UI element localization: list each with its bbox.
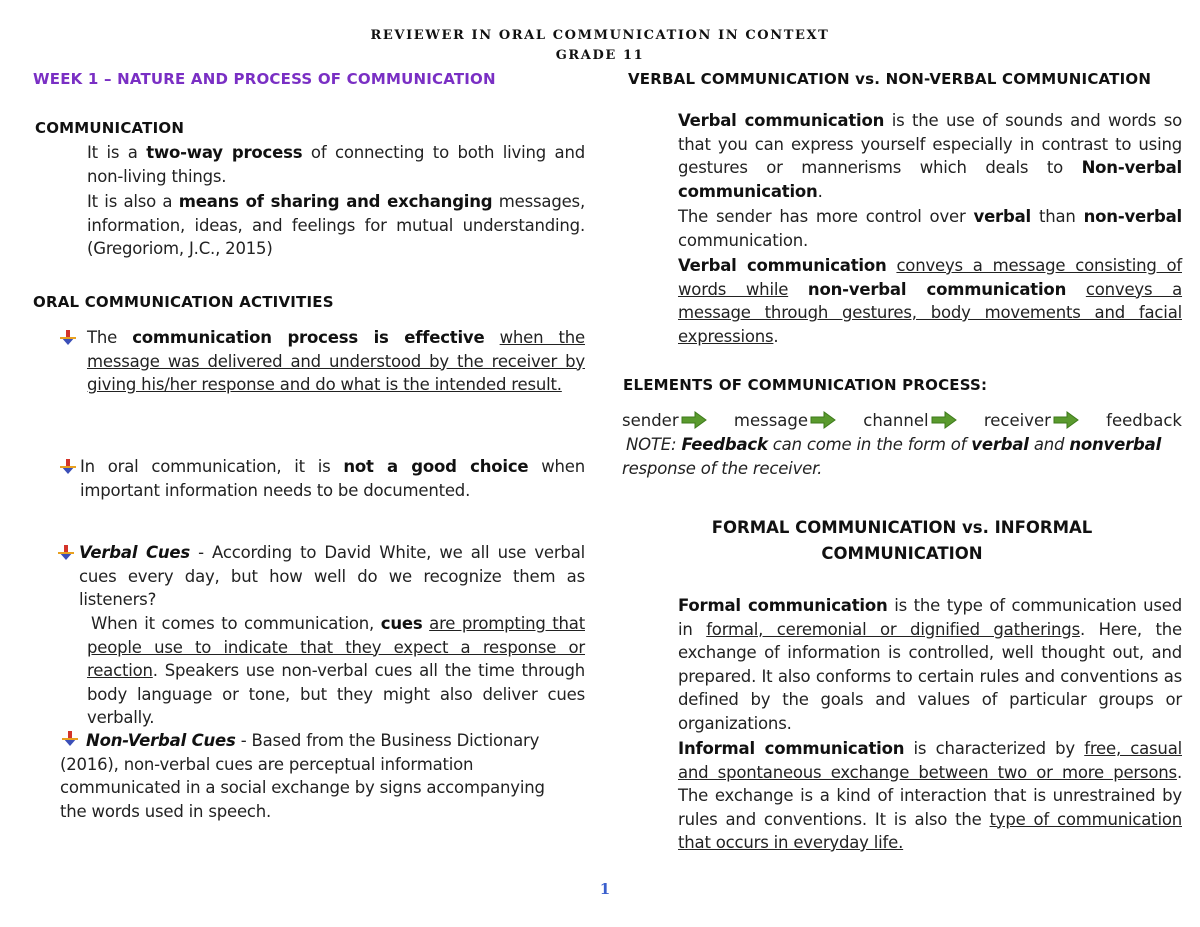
communication-paragraph-2: It is also a means of sharing and exchanging messages, information, ideas, and feelings for mutual understanding. (Gregoriom, J.C., 2015)	[87, 192, 585, 258]
verbal-cues-paragraph-2: When it comes to communication, cues are prompting that people use to indicate that they expect a response or reaction. Speakers use non-verbal cues all the time through body language or tone, but they might also deliver cues verbally.	[87, 614, 585, 727]
right-arrow-icon	[1053, 411, 1079, 429]
informal-paragraph: Informal communication is characterized by free, casual and spontaneous exchange between two or more persons. The exchange is a kind of interaction that is unrestrained by rules and conventions. It is also the type of communication that occurs in everyday life.	[678, 739, 1182, 852]
verbal-paragraph-2: The sender has more control over verbal than non-verbal communication.	[678, 207, 1182, 250]
arrow-bullet-icon	[60, 330, 76, 346]
page-number: 1	[599, 880, 611, 898]
element-feedback: feedback	[1106, 410, 1182, 430]
right-arrow-icon	[931, 411, 957, 429]
document-title: REVIEWER IN ORAL COMMUNICATION IN CONTEXT	[370, 28, 830, 43]
activity-bullet-2: In oral communication, it is not a good choice when important information needs to be documented.	[80, 457, 585, 500]
activities-heading: ORAL COMMUNICATION ACTIVITIES	[33, 293, 334, 311]
right-arrow-icon	[681, 411, 707, 429]
right-arrow-icon	[810, 411, 836, 429]
element-channel: channel	[863, 410, 929, 430]
activity-bullet-1: The communication process is effective when the message was delivered and understood by the receiver by giving his/her response and do what is the intended result.	[87, 328, 585, 394]
grade-label: GRADE 11	[555, 48, 645, 63]
formal-vs-informal-heading: FORMAL COMMUNICATION vs. INFORMAL COMMUNICATION	[711, 518, 1093, 563]
element-sender: sender	[622, 410, 679, 430]
week-title: WEEK 1 – NATURE AND PROCESS OF COMMUNICATION	[33, 70, 496, 88]
arrow-bullet-icon	[60, 459, 76, 475]
verbal-paragraph-3: Verbal communication conveys a message consisting of words while non-verbal communication conveys a message through gestures, body movements and facial expressions.	[678, 256, 1183, 346]
element-receiver: receiver	[983, 410, 1051, 430]
verbal-cues-bullet: Verbal Cues - According to David White, we all use verbal cues every day, but how well do we recognize them as listeners?	[79, 543, 585, 609]
communication-paragraph-1: It is a two-way process of connecting to both living and non-living things.	[87, 143, 585, 186]
verbal-paragraph-1: Verbal communication is the use of sounds and words so that you can express yourself especially in contrast to using gestures or mannerisms which deals to Non-verbal communication.	[678, 111, 1183, 201]
element-message: message	[733, 410, 809, 430]
formal-paragraph: Formal communication is the type of communication used in formal, ceremonial or dignified gatherings. Here, the exchange of information is controlled, well thought out, and prepared. It also conforms to certain rules and conventions as defined by the goals and values of particular groups or organizations.	[678, 596, 1182, 733]
communication-heading: COMMUNICATION	[35, 119, 185, 137]
feedback-note: NOTE: Feedback can come in the form of verbal and nonverbal response of the receiver.	[622, 435, 1162, 478]
non-verbal-cues-bullet: Non-Verbal Cues - Based from the Business Dictionary (2016), non-verbal cues are perceptual information communicated in a social exchange by signs accompanying the words used in speech.	[60, 731, 545, 821]
elements-heading: ELEMENTS OF COMMUNICATION PROCESS:	[623, 376, 988, 394]
verbal-vs-nonverbal-heading: VERBAL COMMUNICATION vs. NON-VERBAL COMMUNICATION	[628, 70, 1152, 88]
arrow-bullet-icon	[58, 545, 74, 561]
communication-process-flow	[622, 408, 1182, 432]
